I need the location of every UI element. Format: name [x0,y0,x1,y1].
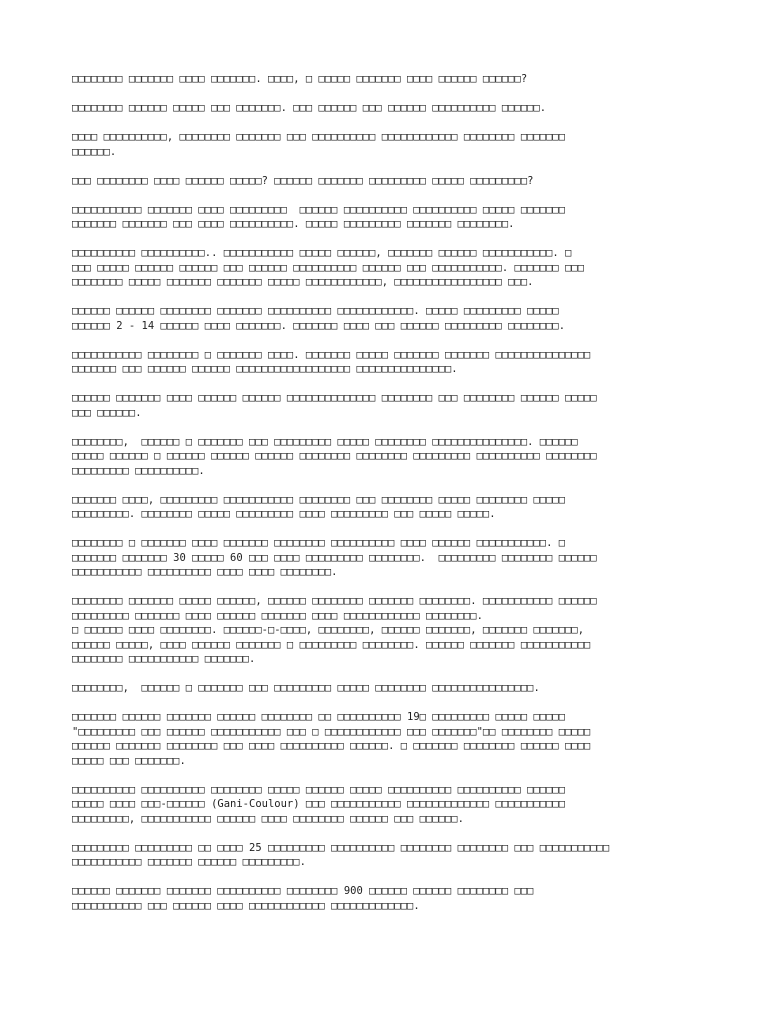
paragraph-13: □□□□□□□□ □□□□□□□ □□□□□ □□□□□□, □□□□□□ □□□□□□□□ □□□□□□□ □□□□□□□□. □□□□□□□□□□□ □□□□□□ □□□□□□□□□ □□□□□□□ □□□□ □□□□□□ □□□□□□□ □□□□ □□□□□□□□□□□□ □□□□□□□□. □ □□□□□□ □□□□ □□□□□□□□. □□□□□□-□-□□□□, □□□□□□□□, □□□□□□ □□□□□□□, □□□□□□□ □□□□□□□, □□□□□□ □□□□□, □□□□ □□□□□□ □□□□□□□ □ □□□□□□□□□ □□□□□□□□. □□□□□□ □□□□□□□ □□□□□□□□□□□ □□□□□□□□ □□□□□□□□□□□ □□□□□□□. [72,595,597,665]
paragraph-10: □□□□□□□□, □□□□□□ □ □□□□□□□ □□□ □□□□□□□□□ □□□□□ □□□□□□□□ □□□□□□□□□□□□□□□. □□□□□□ □□□□□ □□□□□□ □ □□□□□□ □□□□□□ □□□□□□ □□□□□□□□ □□□□□□□□ □□□□□□□□□ □□□□□□□□□□ □□□□□□□□ □□□□□□□□□ □□□□□□□□□□. [72,435,597,477]
paragraph-8: □□□□□□□□□□□ □□□□□□□□ □ □□□□□□□ □□□□. □□□□□□□ □□□□□ □□□□□□□ □□□□□□□ □□□□□□□□□□□□□□□ □□□□□□□ □□□ □□□□□□ □□□□□□ □□□□□□□□□□□□□□□□□□ □□□□□□□□□□□□□□□. [72,348,591,375]
paragraph-9: □□□□□□ □□□□□□□ □□□□ □□□□□□ □□□□□□ □□□□□□□□□□□□□□ □□□□□□□□ □□□ □□□□□□□□ □□□□□□ □□□□□ □□□ □□□□□□. [72,392,597,419]
paragraph-12: □□□□□□□□ □ □□□□□□□ □□□□ □□□□□□□ □□□□□□□□ □□□□□□□□□□ □□□□ □□□□□□ □□□□□□□□□□□. □ □□□□□□□ □□□□□□□ 30 □□□□□ 60 □□□ □□□□ □□□□□□□□□ □□□□□□□□. □□□□□□□□□ □□□□□□□□ □□□□□□ □□□□□□□□□□□ □□□□□□□□□□ □□□□ □□□□ □□□□□□□□. [72,537,597,578]
document-page [72,72,698,928]
paragraph-11: □□□□□□□ □□□□, □□□□□□□□□ □□□□□□□□□□□ □□□□□□□□ □□□ □□□□□□□□ □□□□□ □□□□□□□□ □□□□□ □□□□□□□□□. □□□□□□□□ □□□□□ □□□□□□□□□ □□□□ □□□□□□□□□ □□□ □□□□□ □□□□□. [72,493,566,520]
paragraph-17: □□□□□□□□□ □□□□□□□□□ □□ □□□□ 25 □□□□□□□□□ □□□□□□□□□□ □□□□□□□□ □□□□□□□□ □□□ □□□□□□□□□□□ □□□□□□□□□□□ □□□□□□□ □□□□□□ □□□□□□□□□. [72,841,610,868]
paragraph-1: □□□□□□□□ □□□□□□□ □□□□ □□□□□□□. □□□□, □ □□□□□ □□□□□□□ □□□□ □□□□□□ □□□□□□? [72,73,528,85]
paragraph-14: □□□□□□□□, □□□□□□ □ □□□□□□□ □□□ □□□□□□□□□ □□□□□ □□□□□□□□ □□□□□□□□□□□□□□□□. [72,682,540,694]
paragraph-3: □□□□ □□□□□□□□□□, □□□□□□□□ □□□□□□□ □□□ □□□□□□□□□□ □□□□□□□□□□□□ □□□□□□□□ □□□□□□□ □□□□□□. [72,131,566,158]
paragraph-5: □□□□□□□□□□□ □□□□□□□ □□□□ □□□□□□□□□ □□□□□□ □□□□□□□□□□ □□□□□□□□□□ □□□□□ □□□□□□□ □□□□□□□ □□□□□□□ □□□ □□□□ □□□□□□□□□□. □□□□□ □□□□□□□□□ □□□□□□□ □□□□□□□□. [72,203,566,230]
paragraph-2: □□□□□□□□ □□□□□□ □□□□□ □□□ □□□□□□□. □□□ □□□□□□ □□□ □□□□□□ □□□□□□□□□□ □□□□□□. [72,102,547,114]
paragraph-15: □□□□□□□ □□□□□□ □□□□□□□ □□□□□□ □□□□□□□□ □□ □□□□□□□□□□ 19□ □□□□□□□□□ □□□□□ □□□□□ "□□□□□□□□□ □□□ □□□□□□ □□□□□□□□□□□ □□□ □ □□□□□□□□□□□□ □□□ □□□□□□□"□□ □□□□□□□□ □□□□□ □□□□□□ □□□□□□□ □□□□□□□□ □□□ □□□□ □□□□□□□□□□ □□□□□□. □ □□□□□□□ □□□□□□□□ □□□□□□ □□□□ □□□□□ □□□ □□□□□□□. [72,711,591,767]
paragraph-18: □□□□□□ □□□□□□□ □□□□□□□ □□□□□□□□□□ □□□□□□□□ 900 □□□□□□ □□□□□□ □□□□□□□□ □□□ □□□□□□□□□□□ □□□ □□□□□□ □□□□ □□□□□□□□□□□□ □□□□□□□□□□□□□. [72,885,534,912]
paragraph-4: □□□ □□□□□□□□ □□□□ □□□□□□ □□□□□? □□□□□□ □□□□□□□ □□□□□□□□□ □□□□□ □□□□□□□□□? [72,174,534,187]
paragraph-6: □□□□□□□□□□ □□□□□□□□□□.. □□□□□□□□□□□ □□□□□ □□□□□□, □□□□□□□ □□□□□□ □□□□□□□□□□□. □ □□□ □□□□□ □□□□□□ □□□□□□ □□□ □□□□□□ □□□□□□□□□□ □□□□□□ □□□ □□□□□□□□□□□. □□□□□□□ □□□ □□□□□□□□ □□□□□ □□□□□□□ □□□□□□□ □□□□□ □□□□□□□□□□□□, □□□□□□□□□□□□□□□□□ □□□. [72,247,585,288]
paragraph-16: □□□□□□□□□□ □□□□□□□□□□ □□□□□□□□ □□□□□ □□□□□□ □□□□□ □□□□□□□□□□ □□□□□□□□□□ □□□□□□ □□□□□ □□□□ □□□-□□□□□□ (Gani-Coulour) □□□ □□□□□□□□□□□ □□□□□□□□□□□□□ □□□□□□□□□□□ □□□□□□□□□, □□□□□□□□□□□ □□□□□□ □□□□ □□□□□□□□ □□□□□□ □□□ □□□□□□. [72,783,566,825]
paragraph-7: □□□□□□ □□□□□□ □□□□□□□□ □□□□□□□ □□□□□□□□□□ □□□□□□□□□□□□. □□□□□ □□□□□□□□□ □□□□□ □□□□□□ 2 - 14 □□□□□□ □□□□ □□□□□□□. □□□□□□□ □□□□ □□□ □□□□□□ □□□□□□□□□ □□□□□□□□. [72,305,566,332]
